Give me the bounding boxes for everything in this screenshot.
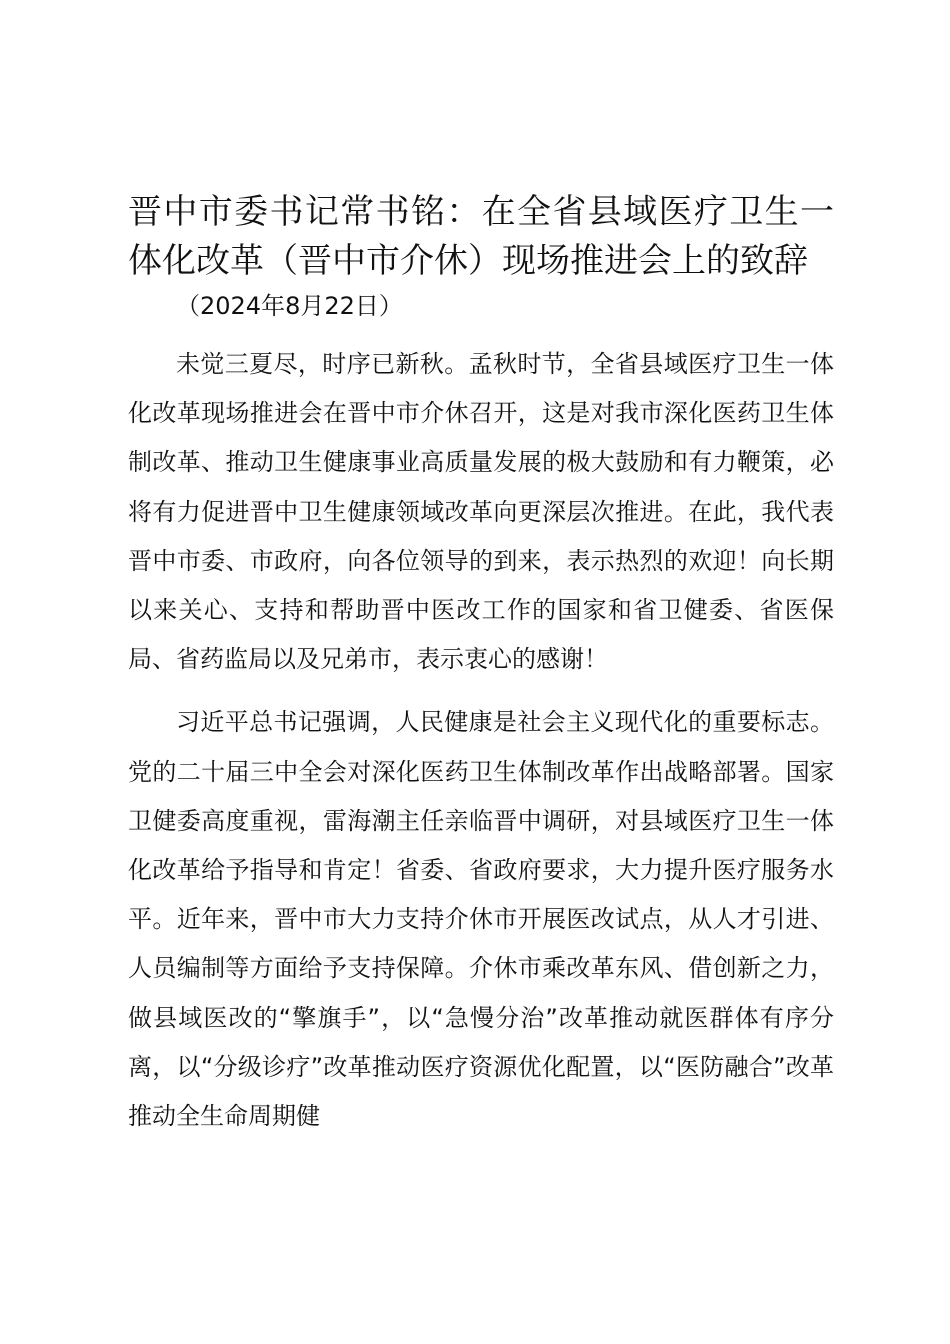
document-title: 晋中市委书记常书铭：在全省县域医疗卫生一体化改革（晋中市介休）现场推进会上的致辞 [128, 192, 834, 281]
paragraph-2: 习近平总书记强调，人民健康是社会主义现代化的重要标志。党的二十届三中全会对深化医药卫生体制改革作出战略部署。国家卫健委高度重视，雷海潮主任亲临晋中调研，对县域医疗卫生一体化改革给予指导和肯定！省委、省政府要求，大力提升医疗服务水平。近年来，晋中市大力支持介休市开展医改试点，从人才引进、人员编制等方面给予支持保障。介休市乘改革东风、借创新之力，做县域医改的“擎旗手”，以“急慢分治”改革推动就医群体有序分离，以“分级诊疗”改革推动医疗资源优化配置，以“医防融合”改革推动全生命周期健 [128, 708, 834, 1131]
document-page [128, 188, 834, 1141]
document-date: （2024年8月22日） [176, 292, 403, 320]
paragraph-1: 未觉三夏尽，时序已新秋。孟秋时节，全省县域医疗卫生一体化改革现场推进会在晋中市介休召开，这是对我市深化医药卫生体制改革、推动卫生健康事业高质量发展的极大鼓励和有力鞭策，必将有力促进晋中卫生健康领域改革向更深层次推进。在此，我代表晋中市委、市政府，向各位领导的到来，表示热烈的欢迎！向长期以来关心、支持和帮助晋中医改工作的国家和省卫健委、省医保局、省药监局以及兄弟市，表示衷心的感谢！ [128, 350, 834, 674]
